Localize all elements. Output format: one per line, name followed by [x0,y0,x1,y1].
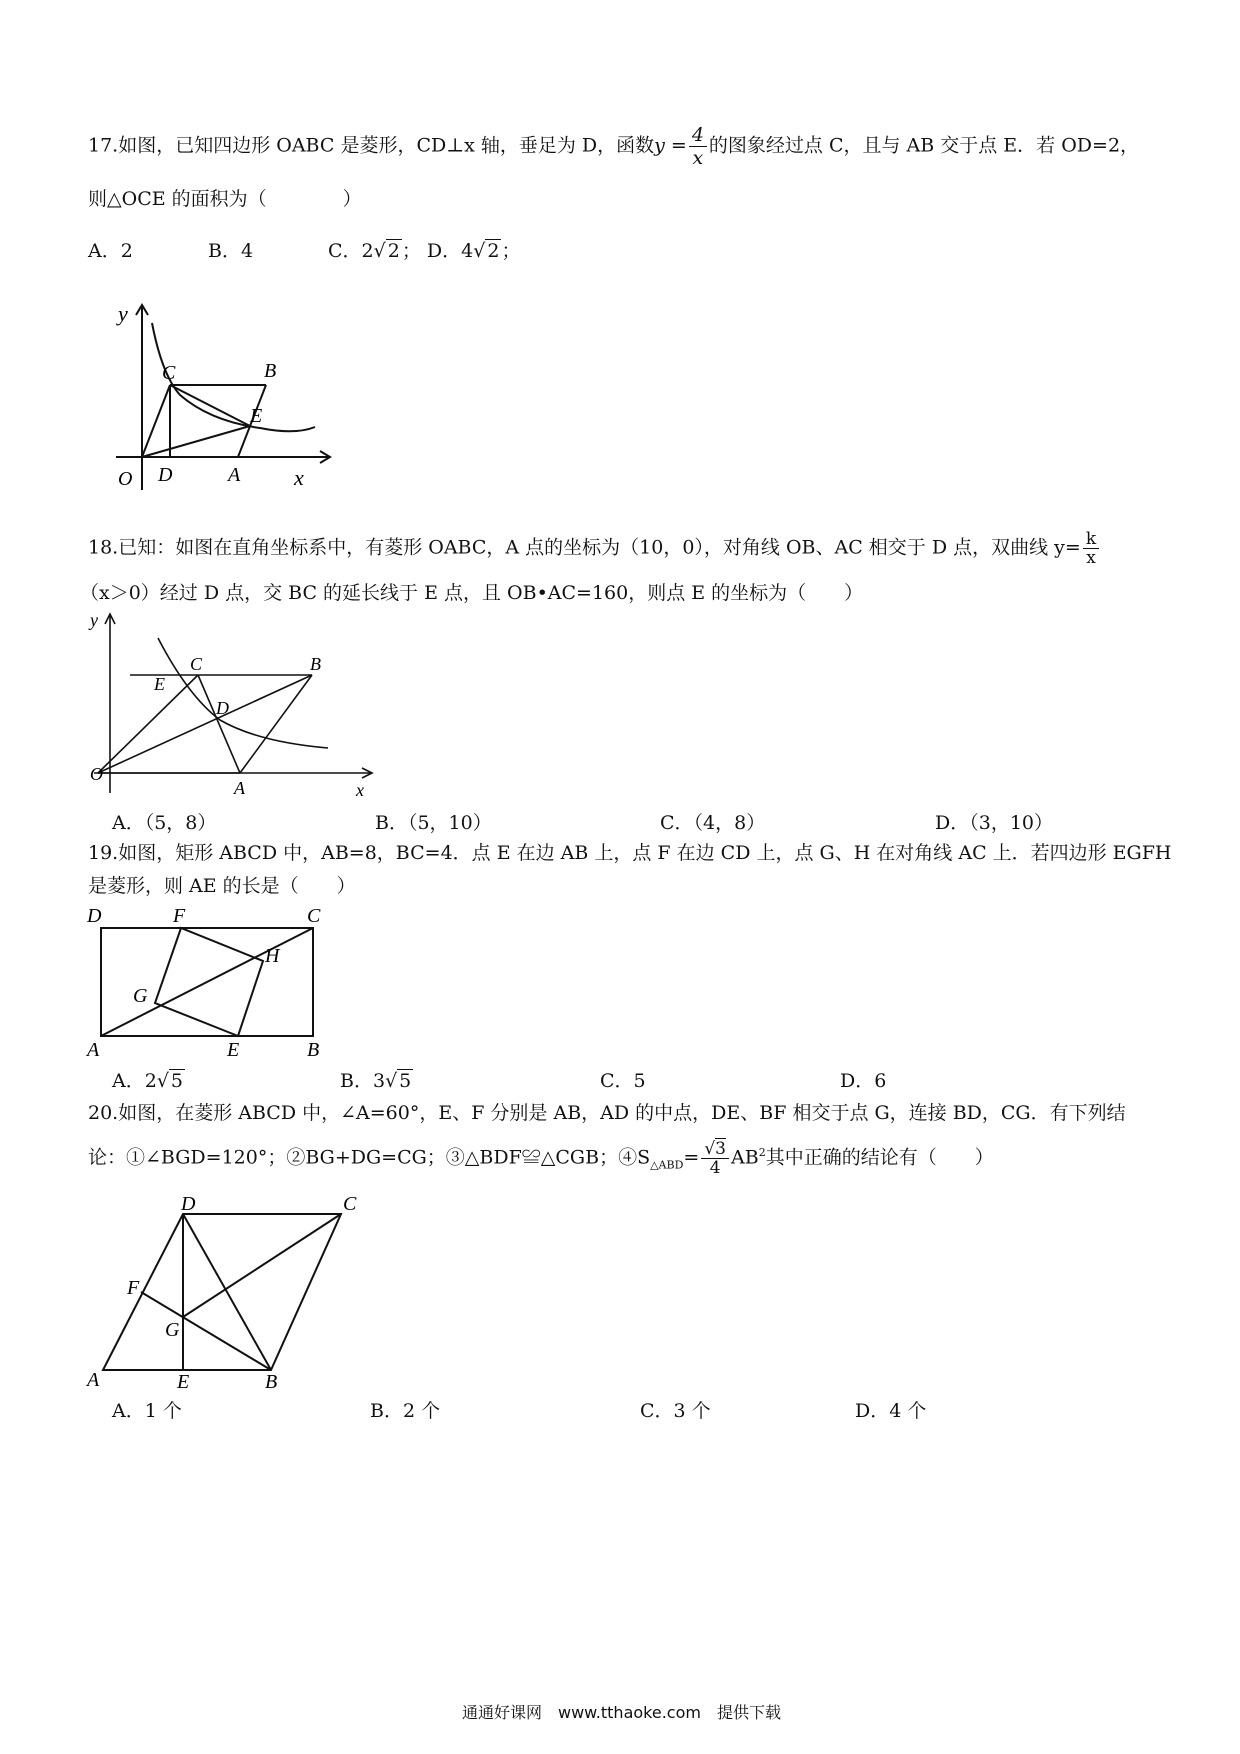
q20-line2-ab: AB [731,1146,759,1169]
q17-segment-oc [142,385,170,457]
q17-label-c: C [162,362,176,384]
q19-label-e: E [227,1039,240,1061]
q18-option-c: C．（4，8） [660,812,766,834]
q18-segment-oc [98,675,198,773]
q18-label-x: x [356,780,364,800]
q17-segment-ce [170,385,250,426]
q19-opt-a-prefix: A．2 [112,1070,157,1092]
q17-segment-oe [142,426,250,457]
q20-frac-num: √3 [701,1140,729,1159]
q18-frac-num: k [1083,530,1099,549]
q17-line1 [88,124,1139,169]
q19-option-b [340,1068,413,1094]
q20-fraction [701,1140,729,1177]
q19-opt-b-rad: 5 [399,1070,412,1092]
q19-label-d: D [87,905,102,927]
q19-label-f: F [173,905,186,927]
q19-line2: 是菱形，则 AE 的长是（ ） [88,875,356,897]
q17-opt-c-coef: 2 [361,240,374,262]
q20-label-f: F [127,1277,140,1299]
q20-label-g: G [165,1319,180,1341]
q18-fraction [1083,530,1099,567]
q19-label-a: A [87,1039,100,1061]
q17-opt-d-coef: 4 [461,240,474,262]
q17-opt-c-sqrt: 2√ 2 [361,240,400,262]
q19-opt-a-sqrt: √ 5 [156,1070,184,1092]
q19-label-g: G [133,985,148,1007]
q19-option-a [112,1068,185,1094]
q20-segment-bf [141,1292,271,1370]
q17-opt-d-rad: 2 [487,240,500,262]
q20-option-a: A．1 个 [112,1400,182,1422]
q18-label-a: A [234,778,245,798]
q17-fraction [689,124,707,169]
q20-option-b: B．2 个 [370,1400,441,1422]
page-footer: 通通好课网 www.tthaoke.com 提供下载 [462,1703,781,1722]
q18-label-d: D [216,698,229,718]
q17-frac-num: 4 [689,124,707,147]
q17-opt-d-sqrt: 4√ 2 [461,240,500,262]
q17-opt-d-suffix: ； [501,240,521,262]
q18-option-a: A．（5，8） [112,812,217,834]
q17-label-y: y [118,301,128,326]
q18-label-b: B [310,654,321,674]
q17-label-e: E [250,405,263,427]
q20-line2-sup: 2 [758,1146,766,1160]
q17-figure [110,295,350,495]
q18-label-o: O [90,764,103,784]
q19-option-d: D．6 [840,1070,887,1092]
q17-text-a: 17.如图，已知四边形 OABC 是菱形，CD⊥x 轴，垂足为 D，函数 [88,134,655,157]
q20-option-c: C．3 个 [640,1400,711,1422]
q20-line2-a: 论：①∠BGD=120°；②BG+DG=CG；③△BDF≌△CGB；④S [88,1146,651,1169]
q19-opt-b-sqrt: √ 5 [385,1070,412,1092]
q20-label-c: C [343,1193,357,1215]
q17-opt-c-rad: 2 [387,240,400,262]
q19-line1: 19.如图，矩形 ABCD 中，AB=8，BC=4．点 E 在边 AB 上，点 F 在边 CD 上，点 G、H 在对角线 AC 上．若四边形 EGFH [88,842,1172,864]
q19-opt-a-rad: 5 [170,1070,184,1092]
q20-label-e: E [177,1371,190,1390]
q17-frac-den: x [692,147,704,169]
q19-label-h: H [265,945,280,967]
q20-frac-num-rad: 3 [715,1139,726,1159]
q17-hyperbola [152,323,315,431]
q20-label-a: A [87,1369,100,1390]
q17-text-b: 的图象经过点 C，且与 AB 交于点 E．若 OD=2， [708,134,1140,157]
q18-label-y: y [90,610,98,630]
q18-frac-den: x [1086,548,1096,568]
q18-option-d: D．（3，10） [935,812,1053,834]
q19-option-c: C．5 [600,1070,646,1092]
q20-frac-den: 4 [709,1158,721,1178]
q17-line2: 则△OCE 的面积为（ ） [88,188,362,210]
q20-label-d: D [181,1193,196,1215]
q17-label-x: x [294,465,304,490]
q18-hyperbola [158,638,328,748]
q18-text-a: 18.已知：如图在直角坐标系中，有菱形 OABC，A 点的坐标为（10，0），对角线 OB、AC 相交于 D 点，双曲线 y= [88,536,1081,559]
q18-segment-ab [240,675,312,773]
q18-line2: （x＞0）经过 D 点，交 BC 的延长线于 E 点，且 OB•AC=160，则点 E 的坐标为（ ） [80,582,864,604]
q20-line2-sub: △ABD [650,1158,684,1172]
q19-label-c: C [307,905,321,927]
q17-opt-d-prefix: D． [426,240,462,262]
q20-diagonal-bd [183,1214,271,1370]
q17-label-b: B [264,360,277,382]
q18-label-c: C [190,654,203,674]
q18-figure [88,608,378,808]
q20-figure [85,1190,365,1390]
q19-diagonal-ac [101,928,313,1036]
q18-label-e: E [154,674,165,694]
q20-label-b: B [265,1371,278,1390]
q17-label-a: A [228,464,241,486]
q20-line1: 20.如图，在菱形 ABCD 中，∠A=60°，E、F 分别是 AB，AD 的中点，DE、BF 相交于点 G，连接 BD，CG．有下列结 [88,1102,1126,1124]
q20-line2-b: 其中正确的结论有（ ） [765,1146,994,1169]
q20-line2 [88,1140,994,1178]
q17-label-o: O [118,468,133,490]
q18-line1 [88,530,1101,567]
q17-func-y: y = [654,134,687,157]
q20-line2-eq: = [683,1146,700,1169]
q19-label-b: B [307,1039,320,1061]
q17-option-a: A．2 [88,240,133,262]
q17-label-d: D [158,464,173,486]
q18-option-b: B．（5，10） [375,812,492,834]
q17-opt-c-prefix: C． [328,240,362,262]
q19-opt-b-prefix: B．3 [340,1070,386,1092]
q17-opt-c-suffix: ； [401,240,421,262]
q17-option-b: B．4 [208,240,254,262]
q19-figure [85,902,335,1062]
q17-option-c [328,238,520,264]
q20-option-d: D．4 个 [855,1400,927,1422]
